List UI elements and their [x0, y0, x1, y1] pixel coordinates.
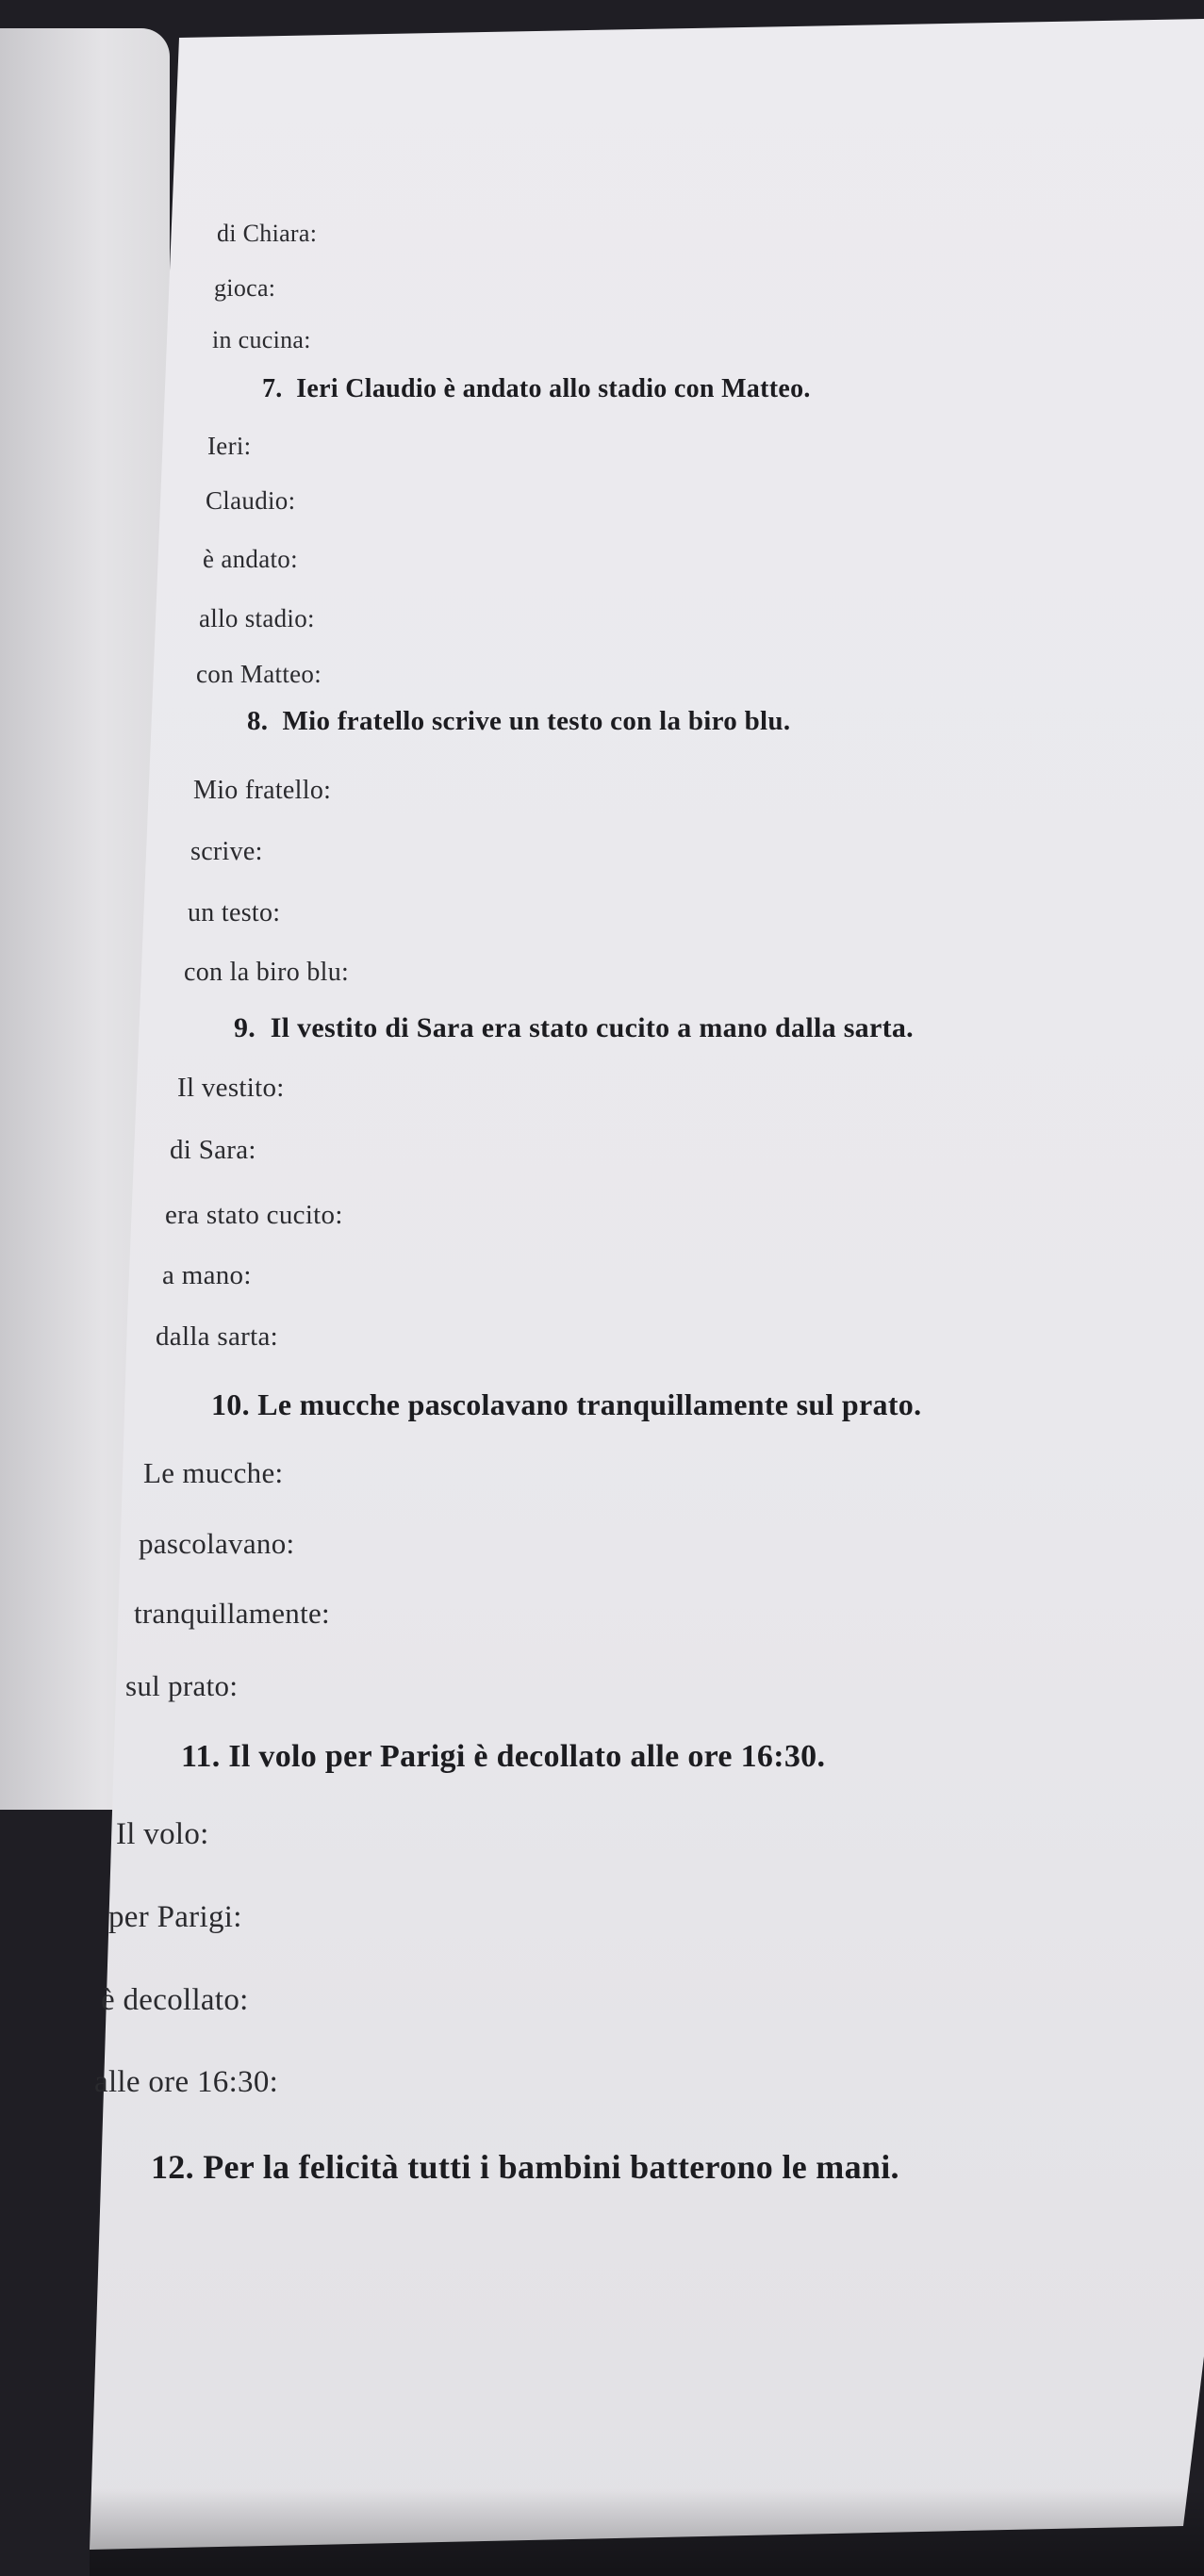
part-label: Le mucche:: [143, 1456, 284, 1489]
part-label: pascolavano:: [139, 1527, 295, 1560]
part-label: Il volo:: [116, 1817, 209, 1851]
part-label: scrive:: [190, 837, 263, 866]
part-label: per Parigi:: [108, 1900, 242, 1934]
part-label: tranquillamente:: [134, 1597, 330, 1630]
part-label: un testo:: [188, 898, 281, 927]
part-label: era stato cucito:: [165, 1200, 343, 1230]
part-label: Il vestito:: [177, 1073, 285, 1103]
part-label: di Chiara:: [217, 220, 318, 247]
part-label: con Matteo:: [196, 660, 322, 688]
part-label: è decollato:: [101, 1983, 249, 2017]
exercise-heading-9: 9. Il vestito di Sara era stato cucito a mano dalla sarta.: [234, 1012, 914, 1043]
page-bottom-shadow: [90, 2488, 1204, 2576]
part-label: Ieri:: [207, 432, 252, 460]
exercise-heading-10: 10. Le mucche pascolavano tranquillamente sul prato.: [211, 1387, 922, 1421]
part-label: alle ore 16:30:: [94, 2065, 279, 2099]
part-label: Mio fratello:: [193, 776, 332, 805]
part-label: in cucina:: [212, 326, 311, 353]
part-label: di Sara:: [170, 1135, 256, 1165]
part-label: gioca:: [214, 274, 276, 302]
part-label: è andato:: [203, 545, 298, 573]
part-label: allo stadio:: [199, 604, 315, 632]
part-label: sul prato:: [125, 1669, 239, 1702]
part-label: Claudio:: [206, 486, 296, 515]
exercise-heading-11: 11. Il volo per Parigi è decollato alle ore 16:30.: [181, 1739, 826, 1774]
part-label: dalla sarta:: [156, 1321, 279, 1352]
exercise-heading-7: 7. Ieri Claudio è andato allo stadio con Matteo.: [262, 374, 811, 403]
part-label: con la biro blu:: [184, 958, 350, 987]
part-label: a mano:: [162, 1260, 252, 1290]
exercise-heading-12: 12. Per la felicità tutti i bambini batterono le mani.: [151, 2148, 899, 2186]
exercise-heading-8: 8. Mio fratello scrive un testo con la biro blu.: [247, 706, 791, 736]
